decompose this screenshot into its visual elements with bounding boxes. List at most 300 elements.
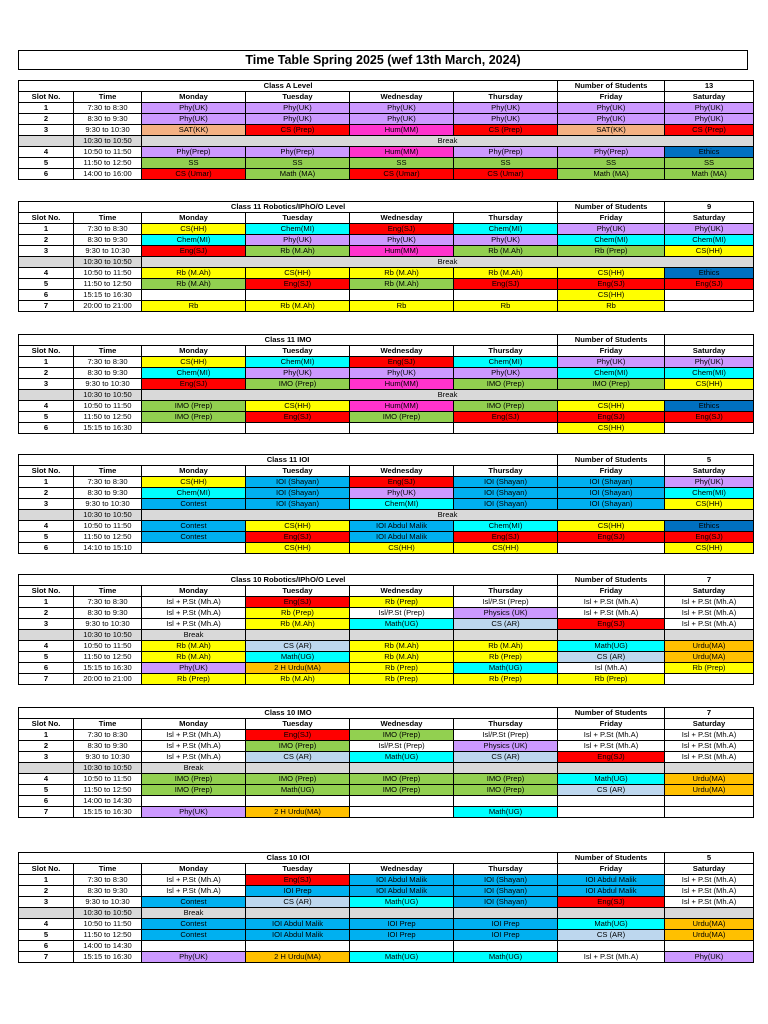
class-cell: Eng(SJ): [246, 279, 350, 290]
class-cell: Eng(SJ): [558, 752, 665, 763]
slot-number: 4: [19, 268, 74, 279]
class-cell: IOI (Shayan): [454, 477, 558, 488]
class-cell: Phy(UK): [350, 368, 454, 379]
class-cell: Phy(UK): [142, 663, 246, 674]
class-cell: [558, 807, 665, 818]
class-cell: Eng(SJ): [665, 279, 754, 290]
class-cell: Eng(SJ): [350, 477, 454, 488]
class-cell: IOI (Shayan): [558, 488, 665, 499]
slot-number: 7: [19, 807, 74, 818]
class-cell: [454, 423, 558, 434]
time-cell: 11:50 to 12:50: [74, 279, 142, 290]
column-header-friday: Friday: [558, 346, 665, 357]
class-cell: CS (AR): [246, 897, 350, 908]
slot-number: 5: [19, 930, 74, 941]
break-empty-cell: [558, 630, 665, 641]
class-cell: Hum(MM): [350, 379, 454, 390]
column-header-thursday: Thursday: [454, 864, 558, 875]
break-row: [19, 630, 754, 641]
class-cell: Rb: [558, 301, 665, 312]
column-header-saturday: Saturday: [665, 346, 754, 357]
class-cell: Eng(SJ): [558, 897, 665, 908]
slot-number: 1: [19, 477, 74, 488]
slot-number: 4: [19, 774, 74, 785]
slot-number: [19, 908, 74, 919]
class-cell: Ethics: [665, 401, 754, 412]
table-row: [19, 521, 754, 532]
student-count: 7: [665, 575, 754, 586]
time-cell: 8:30 to 9:30: [74, 886, 142, 897]
class-cell: Eng(SJ): [246, 730, 350, 741]
class-cell: Rb (M.Ah): [246, 674, 350, 685]
table-row: [19, 543, 754, 554]
class-cell: Isl + P.St (Mh.A): [142, 597, 246, 608]
class-cell: Chem(MI): [558, 368, 665, 379]
break-row: [19, 390, 754, 401]
break-empty-cell: [350, 908, 454, 919]
time-cell: 15:15 to 16:30: [74, 290, 142, 301]
class-cell: CS (Prep): [246, 125, 350, 136]
column-header-tuesday: Tuesday: [246, 466, 350, 477]
class-cell: Isl + P.St (Mh.A): [558, 741, 665, 752]
table-row: [19, 741, 754, 752]
column-header-monday: Monday: [142, 586, 246, 597]
class-cell: CS (AR): [246, 641, 350, 652]
break-cell: Break: [142, 257, 754, 268]
class-cell: Math(UG): [558, 641, 665, 652]
slot-number: 1: [19, 224, 74, 235]
time-cell: 8:30 to 9:30: [74, 488, 142, 499]
table-row: [19, 730, 754, 741]
column-header-monday: Monday: [142, 719, 246, 730]
class-cell: Contest: [142, 930, 246, 941]
class-cell: SS: [558, 158, 665, 169]
table-title: Class 11 Robotics/IPhO/O Level: [19, 202, 558, 213]
class-cell: Chem(MI): [454, 521, 558, 532]
class-cell: CS(HH): [558, 268, 665, 279]
number-of-students-label: Number of Students: [558, 575, 665, 586]
class-cell: Rb (M.Ah): [142, 641, 246, 652]
column-header-time: Time: [74, 466, 142, 477]
time-cell: 10:50 to 11:50: [74, 774, 142, 785]
class-cell: Phy(UK): [142, 114, 246, 125]
column-header-slot: Slot No.: [19, 719, 74, 730]
class-cell: Urdu(MA): [665, 641, 754, 652]
table-row: [19, 357, 754, 368]
time-cell: 7:30 to 8:30: [74, 224, 142, 235]
slot-number: 3: [19, 619, 74, 630]
column-header-time: Time: [74, 346, 142, 357]
slot-number: 3: [19, 246, 74, 257]
break-cell: Break: [142, 908, 246, 919]
class-cell: Eng(SJ): [454, 279, 558, 290]
class-cell: IMO (Prep): [246, 379, 350, 390]
student-count: [665, 335, 754, 346]
table-row: [19, 279, 754, 290]
class-cell: [142, 941, 246, 952]
class-cell: IOI (Shayan): [454, 875, 558, 886]
class-cell: [665, 290, 754, 301]
class-cell: Rb (Prep): [350, 597, 454, 608]
class-cell: Phy(UK): [454, 368, 558, 379]
slot-number: 5: [19, 412, 74, 423]
time-cell: 7:30 to 8:30: [74, 357, 142, 368]
class-cell: Rb (Prep): [454, 652, 558, 663]
table-row: [19, 235, 754, 246]
class-cell: IMO (Prep): [142, 412, 246, 423]
slot-number: 4: [19, 401, 74, 412]
slot-number: 7: [19, 301, 74, 312]
class-cell: Phy(UK): [246, 114, 350, 125]
slot-number: 3: [19, 379, 74, 390]
slot-number: 7: [19, 674, 74, 685]
time-cell: 15:15 to 16:30: [74, 952, 142, 963]
table-row: [19, 785, 754, 796]
slot-number: 3: [19, 897, 74, 908]
slot-number: [19, 763, 74, 774]
time-cell: 10:30 to 10:50: [74, 257, 142, 268]
class-cell: Isl + P.St (Mh.A): [665, 608, 754, 619]
class-cell: [454, 796, 558, 807]
time-cell: 9:30 to 10:30: [74, 246, 142, 257]
time-cell: 8:30 to 9:30: [74, 608, 142, 619]
class-cell: CS(HH): [246, 268, 350, 279]
break-cell: Break: [142, 763, 246, 774]
column-header-saturday: Saturday: [665, 586, 754, 597]
column-header-friday: Friday: [558, 586, 665, 597]
class-cell: CS(HH): [246, 543, 350, 554]
class-cell: Isl + P.St (Mh.A): [665, 730, 754, 741]
class-cell: Rb (M.Ah): [350, 652, 454, 663]
class-cell: IOI (Shayan): [558, 499, 665, 510]
class-cell: Math (MA): [246, 169, 350, 180]
class-cell: Eng(SJ): [665, 532, 754, 543]
class-cell: [665, 301, 754, 312]
class-cell: CS(HH): [142, 357, 246, 368]
class-cell: Eng(SJ): [558, 279, 665, 290]
class-cell: Isl + P.St (Mh.A): [142, 752, 246, 763]
class-cell: IMO (Prep): [246, 741, 350, 752]
class-cell: SS: [350, 158, 454, 169]
break-row: [19, 510, 754, 521]
column-header-time: Time: [74, 213, 142, 224]
table-title: Class 11 IMO: [19, 335, 558, 346]
class-cell: Isl + P.St (Mh.A): [142, 730, 246, 741]
class-cell: Physics (UK): [454, 608, 558, 619]
column-header-thursday: Thursday: [454, 466, 558, 477]
time-cell: 9:30 to 10:30: [74, 619, 142, 630]
break-empty-cell: [246, 908, 350, 919]
class-cell: IOI Prep: [246, 886, 350, 897]
time-cell: 14:10 to 15:10: [74, 543, 142, 554]
class-cell: Rb (M.Ah): [142, 279, 246, 290]
time-cell: 8:30 to 9:30: [74, 235, 142, 246]
class-cell: Isl + P.St (Mh.A): [665, 619, 754, 630]
class-cell: Isl + P.St (Mh.A): [558, 730, 665, 741]
slot-number: 3: [19, 752, 74, 763]
class-cell: IMO (Prep): [454, 774, 558, 785]
column-header-slot: Slot No.: [19, 213, 74, 224]
class-cell: [350, 807, 454, 818]
class-cell: CS(HH): [665, 499, 754, 510]
class-cell: CS (AR): [558, 652, 665, 663]
column-header-friday: Friday: [558, 719, 665, 730]
time-cell: 10:30 to 10:50: [74, 510, 142, 521]
slot-number: 1: [19, 103, 74, 114]
time-cell: 10:50 to 11:50: [74, 147, 142, 158]
table-row: [19, 641, 754, 652]
class-cell: CS (Umar): [350, 169, 454, 180]
timetable-class-10-ioi: [18, 852, 749, 963]
class-cell: SS: [142, 158, 246, 169]
class-cell: CS(HH): [665, 379, 754, 390]
break-empty-cell: [665, 630, 754, 641]
column-header-tuesday: Tuesday: [246, 719, 350, 730]
column-header-friday: Friday: [558, 213, 665, 224]
class-cell: CS(HH): [665, 543, 754, 554]
class-cell: CS (Umar): [142, 169, 246, 180]
class-cell: Rb (M.Ah): [454, 641, 558, 652]
class-cell: IMO (Prep): [454, 401, 558, 412]
class-cell: Isl + P.St (Mh.A): [665, 597, 754, 608]
class-cell: Chem(MI): [142, 488, 246, 499]
slot-number: 5: [19, 652, 74, 663]
slot-number: 4: [19, 641, 74, 652]
time-cell: 10:50 to 11:50: [74, 521, 142, 532]
class-cell: Rb (Prep): [454, 674, 558, 685]
class-cell: Eng(SJ): [350, 357, 454, 368]
table-row: [19, 597, 754, 608]
table-row: [19, 246, 754, 257]
column-header-wednesday: Wednesday: [350, 586, 454, 597]
column-header-time: Time: [74, 92, 142, 103]
class-cell: IMO (Prep): [350, 774, 454, 785]
number-of-students-label: Number of Students: [558, 335, 665, 346]
column-header-wednesday: Wednesday: [350, 92, 454, 103]
time-cell: 10:50 to 11:50: [74, 919, 142, 930]
class-cell: Phy(UK): [142, 807, 246, 818]
table-row: [19, 674, 754, 685]
class-cell: IMO (Prep): [350, 785, 454, 796]
time-cell: 9:30 to 10:30: [74, 897, 142, 908]
table-row: [19, 169, 754, 180]
time-cell: 7:30 to 8:30: [74, 103, 142, 114]
class-cell: [246, 941, 350, 952]
table-title: Class 10 IMO: [19, 708, 558, 719]
class-cell: Chem(MI): [665, 488, 754, 499]
time-cell: 11:50 to 12:50: [74, 930, 142, 941]
class-cell: Phy(Prep): [454, 147, 558, 158]
column-header-slot: Slot No.: [19, 586, 74, 597]
class-cell: Rb (M.Ah): [246, 246, 350, 257]
column-header-tuesday: Tuesday: [246, 92, 350, 103]
class-cell: CS (AR): [558, 930, 665, 941]
class-cell: Phy(UK): [454, 235, 558, 246]
class-cell: Chem(MI): [558, 235, 665, 246]
class-cell: IOI (Shayan): [246, 488, 350, 499]
class-cell: Rb (Prep): [142, 674, 246, 685]
column-header-saturday: Saturday: [665, 719, 754, 730]
table-row: [19, 290, 754, 301]
slot-number: 1: [19, 730, 74, 741]
class-cell: Isl + P.St (Mh.A): [142, 875, 246, 886]
class-cell: Ethics: [665, 521, 754, 532]
student-count: 5: [665, 853, 754, 864]
slot-number: 5: [19, 279, 74, 290]
class-cell: IMO (Prep): [246, 774, 350, 785]
class-cell: Phy(UK): [350, 114, 454, 125]
column-header-time: Time: [74, 586, 142, 597]
class-cell: Phy(Prep): [246, 147, 350, 158]
slot-number: 6: [19, 796, 74, 807]
class-cell: 2 H Urdu(MA): [246, 807, 350, 818]
class-cell: IOI (Shayan): [558, 477, 665, 488]
number-of-students-label: Number of Students: [558, 455, 665, 466]
slot-number: 5: [19, 532, 74, 543]
slot-number: 4: [19, 521, 74, 532]
table-row: [19, 114, 754, 125]
column-header-friday: Friday: [558, 92, 665, 103]
time-cell: 10:50 to 11:50: [74, 268, 142, 279]
class-cell: SS: [246, 158, 350, 169]
class-cell: Hum(MM): [350, 246, 454, 257]
class-cell: Isl (Mh.A): [558, 663, 665, 674]
slot-number: [19, 257, 74, 268]
slot-number: 6: [19, 169, 74, 180]
class-cell: CS(HH): [558, 423, 665, 434]
class-cell: Phy(UK): [665, 114, 754, 125]
class-cell: CS(HH): [142, 224, 246, 235]
time-cell: 11:50 to 12:50: [74, 532, 142, 543]
class-cell: [454, 941, 558, 952]
break-empty-cell: [246, 763, 350, 774]
class-cell: Math(UG): [350, 752, 454, 763]
table-row: [19, 952, 754, 963]
time-cell: 14:00 to 14:30: [74, 796, 142, 807]
time-cell: 10:50 to 11:50: [74, 401, 142, 412]
class-cell: Eng(SJ): [558, 412, 665, 423]
class-cell: IMO (Prep): [142, 785, 246, 796]
break-empty-cell: [454, 630, 558, 641]
class-cell: Math(UG): [454, 663, 558, 674]
number-of-students-label: Number of Students: [558, 81, 665, 92]
class-cell: IMO (Prep): [142, 774, 246, 785]
break-cell: Break: [142, 630, 246, 641]
timetable-class-11-ioi: [18, 454, 749, 554]
column-header-monday: Monday: [142, 346, 246, 357]
slot-number: 6: [19, 543, 74, 554]
table-row: [19, 532, 754, 543]
break-empty-cell: [454, 763, 558, 774]
class-cell: Math(UG): [454, 952, 558, 963]
class-cell: Isl + P.St (Mh.A): [665, 886, 754, 897]
class-cell: Isl + P.St (Mh.A): [665, 741, 754, 752]
table-row: [19, 930, 754, 941]
table-row: [19, 379, 754, 390]
slot-number: 6: [19, 423, 74, 434]
class-cell: IOI Abdul Malik: [558, 886, 665, 897]
class-cell: Rb (M.Ah): [350, 279, 454, 290]
class-cell: Rb (Prep): [246, 608, 350, 619]
class-cell: [665, 941, 754, 952]
column-header-monday: Monday: [142, 864, 246, 875]
student-count: 9: [665, 202, 754, 213]
class-cell: Phy(UK): [350, 488, 454, 499]
column-header-wednesday: Wednesday: [350, 864, 454, 875]
class-cell: IMO (Prep): [350, 730, 454, 741]
number-of-students-label: Number of Students: [558, 708, 665, 719]
class-cell: IMO (Prep): [454, 785, 558, 796]
table-row: [19, 368, 754, 379]
table-title: Class 10 Robotics/IPhO/O Level: [19, 575, 558, 586]
class-cell: 2 H Urdu(MA): [246, 663, 350, 674]
time-cell: 10:30 to 10:50: [74, 908, 142, 919]
class-cell: [665, 807, 754, 818]
class-cell: Chem(MI): [246, 224, 350, 235]
slot-number: 2: [19, 114, 74, 125]
class-cell: Isl/P.St (Prep): [350, 741, 454, 752]
class-cell: Chem(MI): [142, 235, 246, 246]
class-cell: Eng(SJ): [558, 619, 665, 630]
class-cell: Isl/P.St (Prep): [454, 597, 558, 608]
table-row: [19, 158, 754, 169]
table-row: [19, 147, 754, 158]
class-cell: Math(UG): [454, 807, 558, 818]
time-cell: 15:15 to 16:30: [74, 807, 142, 818]
break-row: [19, 257, 754, 268]
break-empty-cell: [350, 763, 454, 774]
class-cell: Rb (M.Ah): [454, 246, 558, 257]
table-row: [19, 224, 754, 235]
student-count: 13: [665, 81, 754, 92]
class-cell: CS (AR): [454, 619, 558, 630]
class-cell: Isl/P.St (Prep): [454, 730, 558, 741]
column-header-slot: Slot No.: [19, 864, 74, 875]
time-cell: 10:50 to 11:50: [74, 641, 142, 652]
class-cell: Eng(SJ): [246, 412, 350, 423]
time-cell: 7:30 to 8:30: [74, 597, 142, 608]
class-cell: Eng(SJ): [246, 597, 350, 608]
slot-number: 2: [19, 235, 74, 246]
time-cell: 8:30 to 9:30: [74, 741, 142, 752]
column-header-time: Time: [74, 719, 142, 730]
column-header-thursday: Thursday: [454, 586, 558, 597]
table-row: [19, 268, 754, 279]
break-empty-cell: [558, 763, 665, 774]
class-cell: Phy(UK): [350, 103, 454, 114]
class-cell: [350, 290, 454, 301]
class-cell: Isl + P.St (Mh.A): [142, 741, 246, 752]
class-cell: Chem(MI): [142, 368, 246, 379]
column-header-saturday: Saturday: [665, 466, 754, 477]
slot-number: 5: [19, 785, 74, 796]
column-header-saturday: Saturday: [665, 213, 754, 224]
class-cell: [142, 290, 246, 301]
class-cell: IOI Abdul Malik: [350, 886, 454, 897]
class-cell: CS (AR): [558, 785, 665, 796]
timetable-class-11-imo: [18, 334, 749, 434]
class-cell: IMO (Prep): [350, 412, 454, 423]
table-row: [19, 919, 754, 930]
table-row: [19, 774, 754, 785]
class-cell: Eng(SJ): [350, 224, 454, 235]
class-cell: Eng(SJ): [142, 379, 246, 390]
time-cell: 14:00 to 14:30: [74, 941, 142, 952]
class-cell: [350, 423, 454, 434]
table-row: [19, 608, 754, 619]
table-title: Class 10 IOI: [19, 853, 558, 864]
time-cell: 14:00 to 16:00: [74, 169, 142, 180]
